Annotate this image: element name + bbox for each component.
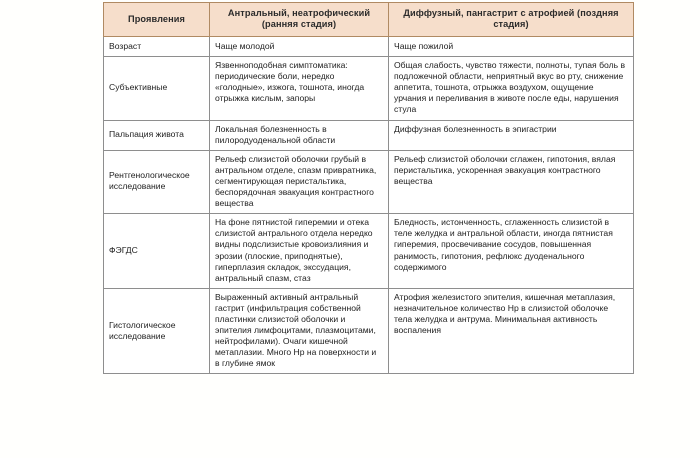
row-label: Пальпация живота (104, 120, 210, 150)
table-header (104, 3, 634, 37)
cell-diffuse: Общая слабость, чувство тяжести, полноты, тупая боль в подложечной области, неприятный вкус во рту, снижение аппетита, тошнота, отрыжка воздухом, ощущение урчания и переливания в животе после еды, нарушения стула (389, 57, 634, 120)
cell-diffuse: Рельеф слизистой оболочки сглажен, гипотония, вялая перистальтика, ускоренная эвакуация контрастного вещества (389, 150, 634, 213)
cell-diffuse: Диффузная болезненность в эпигастрии (389, 120, 634, 150)
column-header-diffuse: Диффузный, пангастрит с атрофией (поздняя стадия) (389, 3, 634, 37)
cell-diffuse: Атрофия железистого эпителия, кишечная метаплазия, незначительное количество Hp в слизистой оболочке тела желудка и антрума. Минимальная активность воспаления (389, 288, 634, 374)
table-row (104, 57, 634, 120)
table-row (104, 37, 634, 57)
cell-diffuse: Бледность, истонченность, сглаженность слизистой в теле желудка и антральной области, иногда пятнистая гиперемия, просвечивание сосудов, повышенная ранимость, гипотония, рефлюкс дуоденального содержимого (389, 214, 634, 289)
cell-antral: Локальная болезненность в пилородуоденальной области (210, 120, 389, 150)
cell-diffuse: Чаще пожилой (389, 37, 634, 57)
table-row (104, 120, 634, 150)
table-row (104, 214, 634, 289)
row-label: Рентгенологическое исследование (104, 150, 210, 213)
gastritis-comparison-table (103, 2, 634, 374)
row-label: Возраст (104, 37, 210, 57)
row-label: Гистологическое исследование (104, 288, 210, 374)
table-row (104, 288, 634, 374)
table-header-row (104, 3, 634, 37)
column-header-manifestations: Проявления (104, 3, 210, 37)
cell-antral: Выраженный активный антральный гастрит (инфильтрация собственной пластинки слизистой оболочки и эпителия лимфоцитами, плазмоцитами, нейтрофилами). Очаги кишечной метаплазии. Много Hp на поверхности и в глубине ямок (210, 288, 389, 374)
table-row (104, 150, 634, 213)
cell-antral: Язвенноподобная симптоматика: периодические боли, нередко «голодные», изжога, тошнота, иногда отрыжка кислым, запоры (210, 57, 389, 120)
cell-antral: Чаще молодой (210, 37, 389, 57)
row-label: Субъективные (104, 57, 210, 120)
table-body (104, 37, 634, 374)
cell-antral: На фоне пятнистой гиперемии и отека слизистой антрального отдела нередко видны подслизистые кровоизлияния и эрозии (плоские, приподнятые), гиперплазия складок, экссудация, антральный спазм, стаз (210, 214, 389, 289)
row-label: ФЭГДС (104, 214, 210, 289)
cell-antral: Рельеф слизистой оболочки грубый в антральном отделе, спазм привратника, сегментирующая перистальтика, беспорядочная эвакуация контрастного вещества (210, 150, 389, 213)
column-header-antral: Антральный, неатрофический (ранняя стадия) (210, 3, 389, 37)
